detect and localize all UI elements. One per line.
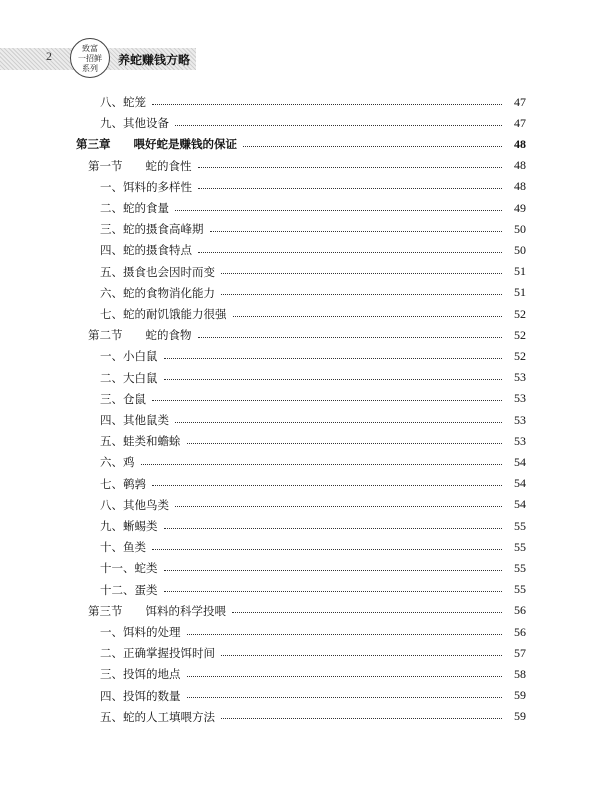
toc-label: 二、蛇的食量 bbox=[100, 201, 169, 215]
toc-label: 一、饵料的多样性 bbox=[100, 179, 192, 194]
book-title: 养蛇赚钱方略 bbox=[118, 53, 191, 67]
toc-page-number: 53 bbox=[514, 412, 526, 427]
toc-item bbox=[100, 113, 526, 133]
dot-leader bbox=[198, 167, 503, 168]
toc-label: 四、其他鼠类 bbox=[100, 413, 169, 427]
toc-page-number: 59 bbox=[514, 709, 526, 724]
toc-item bbox=[100, 410, 526, 430]
toc-item bbox=[100, 452, 526, 472]
toc-item bbox=[100, 558, 526, 578]
toc-label: 五、蛙类和蟾蜍 bbox=[100, 434, 181, 449]
badge-line: 致富 bbox=[82, 44, 98, 53]
toc-page-number: 58 bbox=[514, 666, 526, 681]
toc-item bbox=[100, 92, 526, 112]
toc-page-number: 59 bbox=[514, 688, 526, 703]
toc-page-number: 53 bbox=[514, 391, 526, 406]
toc-label: 二、正确掌握投饵时间 bbox=[100, 646, 215, 661]
toc-item bbox=[100, 474, 526, 494]
toc-page-number: 54 bbox=[514, 497, 526, 512]
dot-leader bbox=[233, 316, 503, 317]
page-number: 2 bbox=[46, 49, 52, 63]
toc-label: 十、鱼类 bbox=[100, 540, 146, 555]
toc-item bbox=[100, 389, 526, 409]
toc-label: 第二节 蛇的食物 bbox=[88, 328, 192, 343]
toc-item bbox=[100, 368, 526, 388]
dot-leader bbox=[187, 697, 503, 698]
toc-label: 一、饵料的处理 bbox=[100, 625, 181, 639]
dot-leader bbox=[175, 125, 502, 126]
toc-item bbox=[100, 686, 526, 706]
toc-chapter bbox=[76, 134, 526, 154]
toc-label: 十一、蛇类 bbox=[100, 561, 158, 576]
toc-label: 三、蛇的摄食高峰期 bbox=[100, 222, 204, 237]
toc-label: 第三章 喂好蛇是赚钱的保证 bbox=[76, 137, 237, 152]
toc-item bbox=[100, 346, 526, 366]
toc-item bbox=[100, 580, 526, 600]
toc-section bbox=[88, 601, 526, 621]
dot-leader bbox=[152, 400, 502, 401]
toc-item bbox=[100, 664, 526, 684]
toc-label: 六、鸡 bbox=[100, 455, 135, 470]
toc-item bbox=[100, 177, 526, 197]
toc-item bbox=[100, 304, 526, 324]
toc-page-number: 52 bbox=[514, 348, 526, 363]
toc-page-number: 50 bbox=[514, 221, 526, 236]
toc-label: 五、蛇的人工填喂方法 bbox=[100, 709, 215, 724]
toc-label: 三、仓鼠 bbox=[100, 391, 146, 406]
dot-leader bbox=[187, 443, 503, 444]
toc-item bbox=[100, 495, 526, 515]
dot-leader bbox=[164, 591, 503, 592]
toc-page-number: 55 bbox=[514, 518, 526, 533]
toc-item bbox=[100, 262, 526, 282]
toc-page-number: 55 bbox=[514, 582, 526, 597]
toc-label: 三、投饵的地点 bbox=[100, 667, 181, 682]
toc-page-number: 56 bbox=[514, 624, 526, 639]
toc-item bbox=[100, 622, 526, 642]
dot-leader bbox=[221, 718, 502, 719]
dot-leader bbox=[175, 506, 502, 507]
dot-leader bbox=[232, 612, 502, 613]
toc-label: 二、大白鼠 bbox=[100, 370, 158, 385]
toc-page-number: 52 bbox=[514, 327, 526, 342]
dot-leader bbox=[198, 188, 502, 189]
toc-item bbox=[100, 219, 526, 239]
toc-page-number: 47 bbox=[514, 115, 526, 130]
toc-item bbox=[100, 516, 526, 536]
series-badge-logo bbox=[70, 38, 110, 78]
toc-item bbox=[100, 431, 526, 451]
dot-leader bbox=[187, 634, 503, 635]
toc-label: 一、小白鼠 bbox=[100, 349, 158, 364]
toc-item bbox=[100, 283, 526, 303]
dot-leader bbox=[187, 676, 503, 677]
toc-label: 十二、蛋类 bbox=[100, 582, 158, 597]
dot-leader bbox=[164, 358, 503, 359]
toc-page-number: 53 bbox=[514, 433, 526, 448]
toc-page-number: 55 bbox=[514, 539, 526, 554]
dot-leader bbox=[221, 273, 502, 274]
toc-page-number: 51 bbox=[514, 264, 526, 279]
toc-item bbox=[100, 198, 526, 218]
running-header bbox=[0, 38, 600, 78]
toc-label: 九、其他设备 bbox=[100, 116, 169, 131]
dot-leader bbox=[164, 570, 503, 571]
toc-label: 五、摄食也会因时而变 bbox=[100, 264, 215, 279]
toc-label: 八、其他鸟类 bbox=[100, 497, 169, 512]
toc-item bbox=[100, 643, 526, 663]
toc-label: 八、蛇笼 bbox=[100, 95, 146, 109]
toc-label: 九、蜥蜴类 bbox=[100, 519, 158, 533]
toc-page-number: 54 bbox=[514, 454, 526, 469]
toc-item bbox=[100, 240, 526, 260]
dot-leader bbox=[198, 337, 503, 338]
toc-section bbox=[88, 325, 526, 345]
toc-page-number: 48 bbox=[514, 179, 526, 194]
dot-leader bbox=[152, 549, 502, 550]
dot-leader bbox=[221, 655, 502, 656]
toc-page-number: 50 bbox=[514, 242, 526, 257]
dot-leader bbox=[152, 104, 502, 105]
toc-label: 六、蛇的食物消化能力 bbox=[100, 285, 215, 300]
toc-page-number: 54 bbox=[514, 476, 526, 491]
toc-page-number: 51 bbox=[514, 285, 526, 300]
badge-line: 系列 bbox=[82, 64, 98, 73]
toc-page-number: 48 bbox=[514, 136, 526, 151]
toc-page-number: 56 bbox=[514, 603, 526, 618]
toc-label: 四、蛇的摄食特点 bbox=[100, 243, 192, 258]
toc-page-number: 47 bbox=[514, 94, 526, 109]
toc-label: 四、投饵的数量 bbox=[100, 688, 181, 703]
dot-leader bbox=[141, 464, 503, 465]
badge-line: 一招鲜 bbox=[78, 54, 102, 63]
toc-label: 第一节 蛇的食性 bbox=[88, 158, 192, 173]
dot-leader bbox=[164, 528, 503, 529]
dot-leader bbox=[210, 231, 503, 232]
toc-page-number: 52 bbox=[514, 306, 526, 321]
dot-leader bbox=[175, 422, 502, 423]
dot-leader bbox=[221, 294, 502, 295]
toc-page-number: 49 bbox=[514, 200, 526, 215]
toc-page-number: 48 bbox=[514, 158, 526, 173]
toc-label: 七、蛇的耐饥饿能力很强 bbox=[100, 307, 227, 321]
toc-page-number: 53 bbox=[514, 370, 526, 385]
toc-page-number: 55 bbox=[514, 560, 526, 575]
dot-leader bbox=[198, 252, 502, 253]
dot-leader bbox=[175, 210, 502, 211]
toc-label: 第三节 饵料的科学投喂 bbox=[88, 603, 226, 618]
toc-label: 七、鹌鹑 bbox=[100, 476, 146, 491]
toc-item bbox=[100, 707, 526, 727]
dot-leader bbox=[164, 379, 503, 380]
dot-leader bbox=[243, 146, 502, 147]
toc-page-number: 57 bbox=[514, 645, 526, 660]
toc-item bbox=[100, 537, 526, 557]
dot-leader bbox=[152, 485, 502, 486]
toc-section bbox=[88, 156, 526, 176]
